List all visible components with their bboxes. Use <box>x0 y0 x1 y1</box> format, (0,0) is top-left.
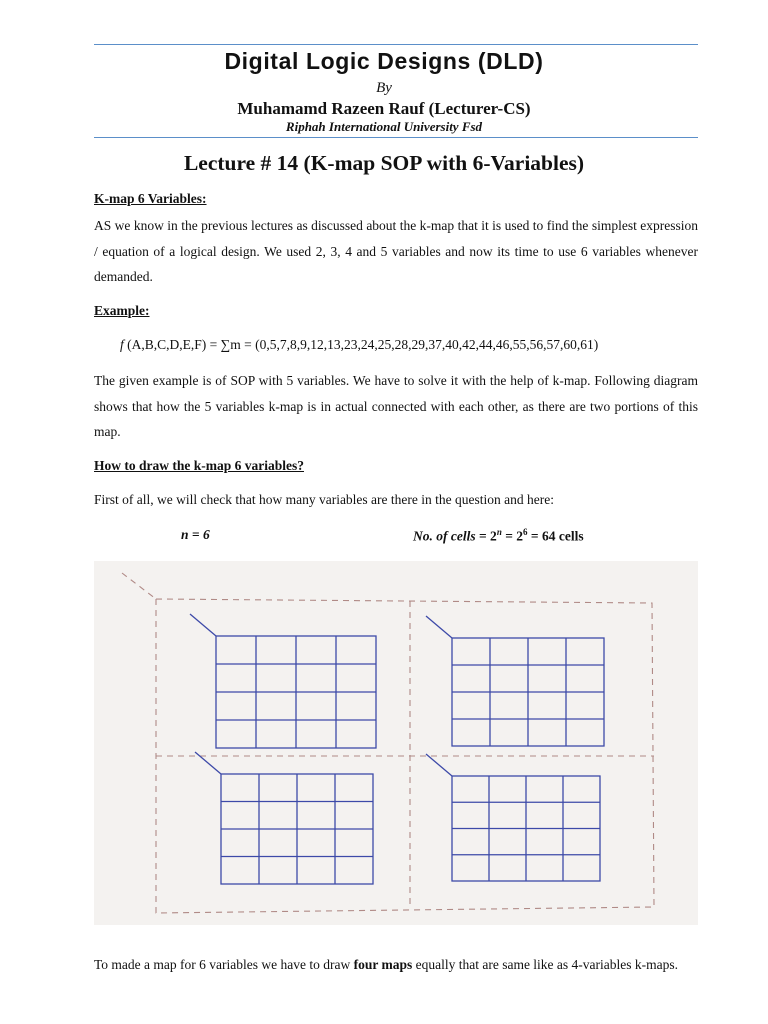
kmap-grid-4 <box>426 754 600 881</box>
kmap-corner-diagonal <box>195 752 221 774</box>
how-to-draw-paragraph: First of all, we will check that how many variables are there in the question and here: <box>94 492 554 507</box>
cell-count-label: No. of cells <box>413 528 476 544</box>
formula-body: (A,B,C,D,E,F) = ∑m = (0,5,7,8,9,12,13,23,24,25,28,29,37,40,42,44,46,55,56,57,60,61) <box>127 337 599 352</box>
kmap-corner-diagonal <box>426 754 452 776</box>
how-to-draw-heading: How to draw the k-map 6 variables? <box>94 458 304 473</box>
kmap-grid-2 <box>426 616 604 746</box>
lecture-title: Lecture # 14 (K-map SOP with 6-Variables) <box>183 151 585 175</box>
cell-count-equation: No. of cells = $2^n = 2^6 = 64$ cells <box>413 527 584 544</box>
example-formula <box>120 337 598 353</box>
n-value: n = 6 <box>181 527 210 542</box>
function-symbol: f <box>120 337 124 352</box>
header-bottom-rule <box>94 137 698 138</box>
university-name: Riphah International University Fsd <box>285 119 483 134</box>
example-paragraph: The given example is of SOP with 5 variables. We have to solve it with the help of k-map. Following diagram shows that how the 5 variables k-map is in actual connected with each other, as there are two portions of this map. <box>94 373 698 439</box>
document-title: Digital Logic Designs (DLD) <box>224 48 544 74</box>
kmap-grid-1 <box>190 614 376 748</box>
kmap-diagram <box>94 561 698 925</box>
by-line: By <box>376 80 392 96</box>
kmap-corner-diagonal <box>190 614 216 636</box>
example-heading: Example: <box>94 303 150 318</box>
top-rule <box>94 44 698 45</box>
footer-paragraph: To made a map for 6 variables we have to draw four maps equally that are same like as 4-variables k-maps. <box>94 957 679 972</box>
kmap-diagram-photo <box>94 561 698 925</box>
kmap-grid-3 <box>195 752 373 884</box>
four-maps-emphasis: four maps <box>353 957 413 972</box>
section-heading-kmap6: K-map 6 Variables: <box>94 191 207 206</box>
kmap-corner-diagonal <box>426 616 452 638</box>
intro-paragraph: AS we know in the previous lectures as discussed about the k-map that it is used to find the simplest expression / equation of a logical design. We used 2, 3, 4 and 5 variables and now its time to use 6 variables whenever demanded. <box>94 218 698 284</box>
author-name: Muhamamd Razeen Rauf (Lecturer-CS) <box>237 99 531 118</box>
